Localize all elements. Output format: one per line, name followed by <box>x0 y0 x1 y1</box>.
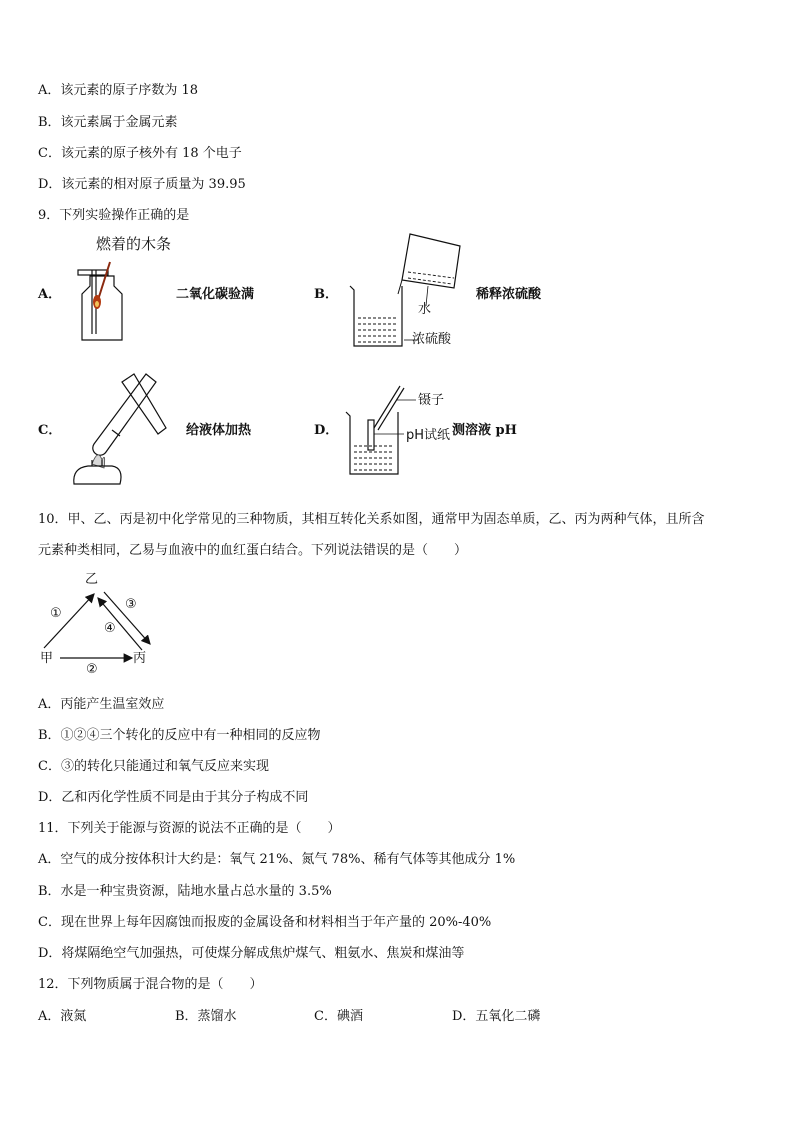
q9-b-label: 稀释浓硫酸 <box>476 287 542 302</box>
q9-a-label: 二氧化碳验满 <box>176 287 255 302</box>
q10-option-a: A．丙能产生温室效应 <box>38 697 165 712</box>
label-4: ④ <box>104 621 116 636</box>
q9-d-fig-tweezers: 镊子 <box>418 393 445 408</box>
q8-option-b: B．该元素属于金属元素 <box>38 115 178 130</box>
q9-d-fig-paper: pH试纸 <box>406 428 451 443</box>
q8-option-d: D．该元素的相对原子质量为 39.95 <box>38 177 246 192</box>
q9-b-letter: B． <box>314 287 338 302</box>
q10-stem-line1: 10．甲、乙、丙是初中化学常见的三种物质，其相互转化关系如图，通常甲为固态单质，乙、丙为两种气体，且所含 <box>38 512 705 527</box>
q11-option-b: B．水是一种宝贵资源，陆地水量占总水量的 3.5% <box>38 884 332 899</box>
q9-c-letter: C． <box>38 423 62 438</box>
q12-option-d: D．五氧化二磷 <box>452 1009 541 1024</box>
heating-liquid-figure <box>62 368 182 492</box>
q9-b-fig-acid: 浓硫酸 <box>412 332 452 347</box>
q9-d-label: 测溶液 pH <box>452 423 517 438</box>
q12-option-a: A．液氮 <box>38 1009 87 1024</box>
gas-bottle-figure <box>70 254 140 344</box>
label-1: ① <box>50 606 62 621</box>
q10-option-c: C．③的转化只能通过和氧气反应来实现 <box>38 759 269 774</box>
q12-option-b: B．蒸馏水 <box>175 1009 237 1024</box>
q11-option-d: D．将煤隔绝空气加强热，可使煤分解成焦炉煤气、粗氨水、焦炭和煤油等 <box>38 946 465 961</box>
q9-d-letter: D． <box>314 423 339 438</box>
label-2: ② <box>86 662 98 677</box>
q9-c-label: 给液体加热 <box>186 423 252 438</box>
q9-b-fig-water: 水 <box>418 302 432 317</box>
q11-option-a: A．空气的成分按体积计大约是：氧气 21%、氮气 78%、稀有气体等其他成分 1% <box>38 852 516 867</box>
q10-option-b: B．①②④三个转化的反应中有一种相同的反应物 <box>38 728 321 743</box>
label-3: ③ <box>125 597 137 612</box>
q10-option-d: D．乙和丙化学性质不同是由于其分子构成不同 <box>38 790 309 805</box>
q12-stem: 12．下列物质属于混合物的是（ ） <box>38 977 263 992</box>
q11-stem: 11．下列关于能源与资源的说法不正确的是（ ） <box>38 821 341 836</box>
q9-stem: 9．下列实验操作正确的是 <box>38 208 190 223</box>
q9-a-letter: A． <box>38 287 62 302</box>
q12-option-c: C．碘酒 <box>314 1009 363 1024</box>
node-bing: 丙 <box>133 651 147 666</box>
q10-stem-line2: 元素种类相同，乙易与血液中的血红蛋白结合。下列说法错误的是（ ） <box>38 543 468 558</box>
q8-option-a: A．该元素的原子序数为 18 <box>38 83 199 98</box>
node-jia: 甲 <box>40 651 54 666</box>
dilute-acid-figure <box>344 232 474 352</box>
q11-option-c: C．现在世界上每年因腐蚀而报废的金属设备和材料相当于年产量的 20%-40% <box>38 915 492 930</box>
q8-option-c: C．该元素的原子核外有 18 个电子 <box>38 146 242 161</box>
q9-a-fig-text: 燃着的木条 <box>96 235 172 253</box>
node-yi: 乙 <box>85 572 99 587</box>
